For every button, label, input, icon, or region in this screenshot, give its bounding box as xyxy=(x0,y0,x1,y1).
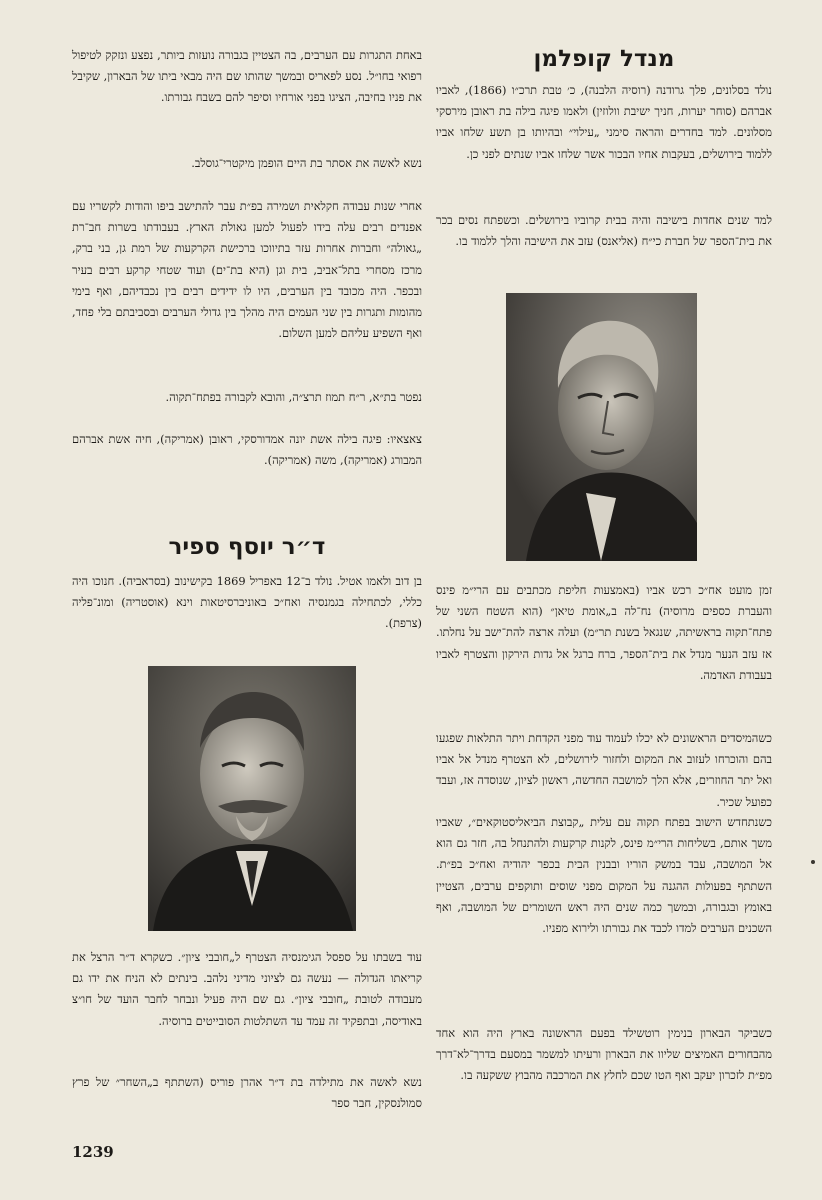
paragraph-marriage: נשא לאשה את אסתר בת היים הופמן מיקטרי־גוסלב. xyxy=(191,156,422,170)
paragraph-founders: כשהמיסדים הראשונים לא יכלו לעמוד עוד מפני הקדחת ויתר התלאות שפגעו בהם והוכרחו לעזוב את המקום ולחזור לירושלים, לא הצטרף מנדל אל אביו ואל יתר החוזרים, אלא הלך למושבה החדשה, ראשון לציון, שנוסדה אז, ועבד כפועל שכיר. xyxy=(436,731,772,809)
paragraph-death: נפטר בת״א, ר״ח תמוז תרצ״ה, והובא לקבורה בפתח־תקוה. xyxy=(165,390,422,404)
paragraph-sapir-birth: בן דוב ולאמו אטיל. נולד ב־12 באפריל 1869 בקישינוב (בסראביה). חנוכו היה כללי, לכתחילה בגמנסיה ואח״כ באוניברסיטאות וינא (אוסטריה) ומונ־פליה (צרפת). xyxy=(72,574,422,631)
column-right-lower xyxy=(436,0,772,1200)
page-number: 1239 xyxy=(72,1143,114,1161)
paragraph-birth: נולד בסלונים, פלך גרודנה (רוסיה הלבנה), כ׳ טבת תרכ״ו (1866), לאביו אברהם (סוחר יערות, חניך ישיבת וולוזין) ולאמו פיגה בילה בת ראובן מירסקי מסלונים. למד בחדרים והראה סימני „עילוי״ ובהיותו בן תשע שלחו אביו ללמוד בירושלים, בעקבות אחיו הבכור אשר שלחו אביו שנתים לפני כן. xyxy=(436,83,772,161)
paragraph-paris: באחת התגרות עם הערבים, בה הצטיין בגבורה נועזות ביותר, נפצע ונזקק לטיפול רפואי בחו״ל. נסע לפאריס ובמשך שהותו שם היה מבאי ביתו של הבארון, שקיבל את פניו בחיבה, הציגו בפני אורחיו וסיפר להם בשבח גבורתו. xyxy=(72,48,422,105)
paragraph-settlement: זמן מועט אח״כ רכש אביו (באמצעות חליפת מכתבים עם הרי״מ פינס והעברת כספים מרוסיה) נח־לה ב„אומת טיאן״ (הוא השטח השני של פתח־תקוה בראשיתה, שנגאל בשנת תר״מ) ועלה ארצה להת־ישב על נחלתו. אז עזב הנער מנדל את בית־הספר, ברח ברגל אל גדות הירקון והצטרף לאביו בעבודת האדמה. xyxy=(436,583,772,682)
paragraph-jerusalem: למד שנים אחדות בישיבה והיה בבית קרוביו בירושלים. וכשפתח נסים בכר את בית־הספר של חברת כי״ח (אליאנס) עזב את הישיבה והלך ללמוד בו. xyxy=(436,213,772,249)
paragraph-bialystok: כשנתחדש הישוב בפתח תקוה עם עלית „קבוצת הביאליסטוקאים״, שאביו משך אותם, בשליחות הרי״מ פינס, לקנות קרקעות ולהתנחל בה, חזר גם הוא אל המושבה, עבד במשק הוריו ובבנין הבית בכפר יהודיה ואח״כ בפ״ת. השתתף בפעולות ההגנה על המקום מפני שוסים ותוקפים ערבים, הצטיין באומץ ובגבורה, ובמשך כמה שנים היה ראש השומרים של המושבה, ואף השכנים הערבים למדו לכבד את גבורתו ולירוא מפניו. xyxy=(436,815,772,936)
column-left-sapir-lower xyxy=(72,0,422,1200)
article-title-sapir: ד״ר יוסף ספיר xyxy=(168,534,326,560)
article-title-koplman: מנדל קופלמן xyxy=(533,46,675,72)
paragraph-descendants: צאצאיו: פיגה בילה אשת יונה אמדורסקי, ראובן (אמריקה), חיה אשת אברהם המבורג (אמריקה), משה (אמריקה). xyxy=(72,432,422,468)
paragraph-sapir-marriage: נשא לאשה את מתילדה בת ד״ר אהרן פוריס (השתתף ב„השחר״ של פרץ סמולנסקין, חבר ספר xyxy=(72,1075,422,1111)
print-speck xyxy=(811,860,815,864)
paragraph-sapir-zionism: עוד בשבתו על ספסל הגימנסיה הצטרף ל„חובבי ציון״. כשקרא ד״ר הרצל את קריאתו הגדולה — נעשה גם לציוני מדיני נלהב. בינתים לא הניח את ידו גם מעבודה לטובת „חובבי ציון״. גם שם היה פעיל ונבחר לחבר הועד של חו״צ באודיסה, ובתפקיד זה עמד עד השתלטות הסובייטים ברוסיה. xyxy=(72,950,422,1028)
paragraph-rothschild: כשביקר הבארון בנימין רוטשילד בפעם הראשונה בארץ היה הוא אחד מהבחורים האמיצים שליוו את הבארון ורעיתו למשמר במסעם בדרך־לא־דרך מפ״ת לזכרון יעקב ואף הטו שכם לחלץ את המרכבה מהבוץ ששקעה בו. xyxy=(436,1026,772,1083)
paragraph-jaffa: אחרי שנות עבודה חקלאית ושמירה בפ״ת עבר להתישב ביפו והודות לקשריו עם אפנדים רבים עלה בידו לפעול למען גאולת הארץ. בעבודתו בשרות חב־רת „גאולה״ וחברות אחרות עזר בתיווכו ברכישת הקרקעות של רמת גן, בני ברק, מרכז מסחרי בתל־אביב, בית וגן (היא בת־ים) ועוד שטחי קרקע רבים בעיר ובכפר. היה מכובד בין הערבים, היו לו ידידים רבים בין נכבדיהם, ואף בימי מהומות ותגרות בין שני העמים היה מהלך בין גדולי הערבים ובסביבתם בלי פחד, ואף השפיע עליהם למען השלום. xyxy=(72,199,422,341)
